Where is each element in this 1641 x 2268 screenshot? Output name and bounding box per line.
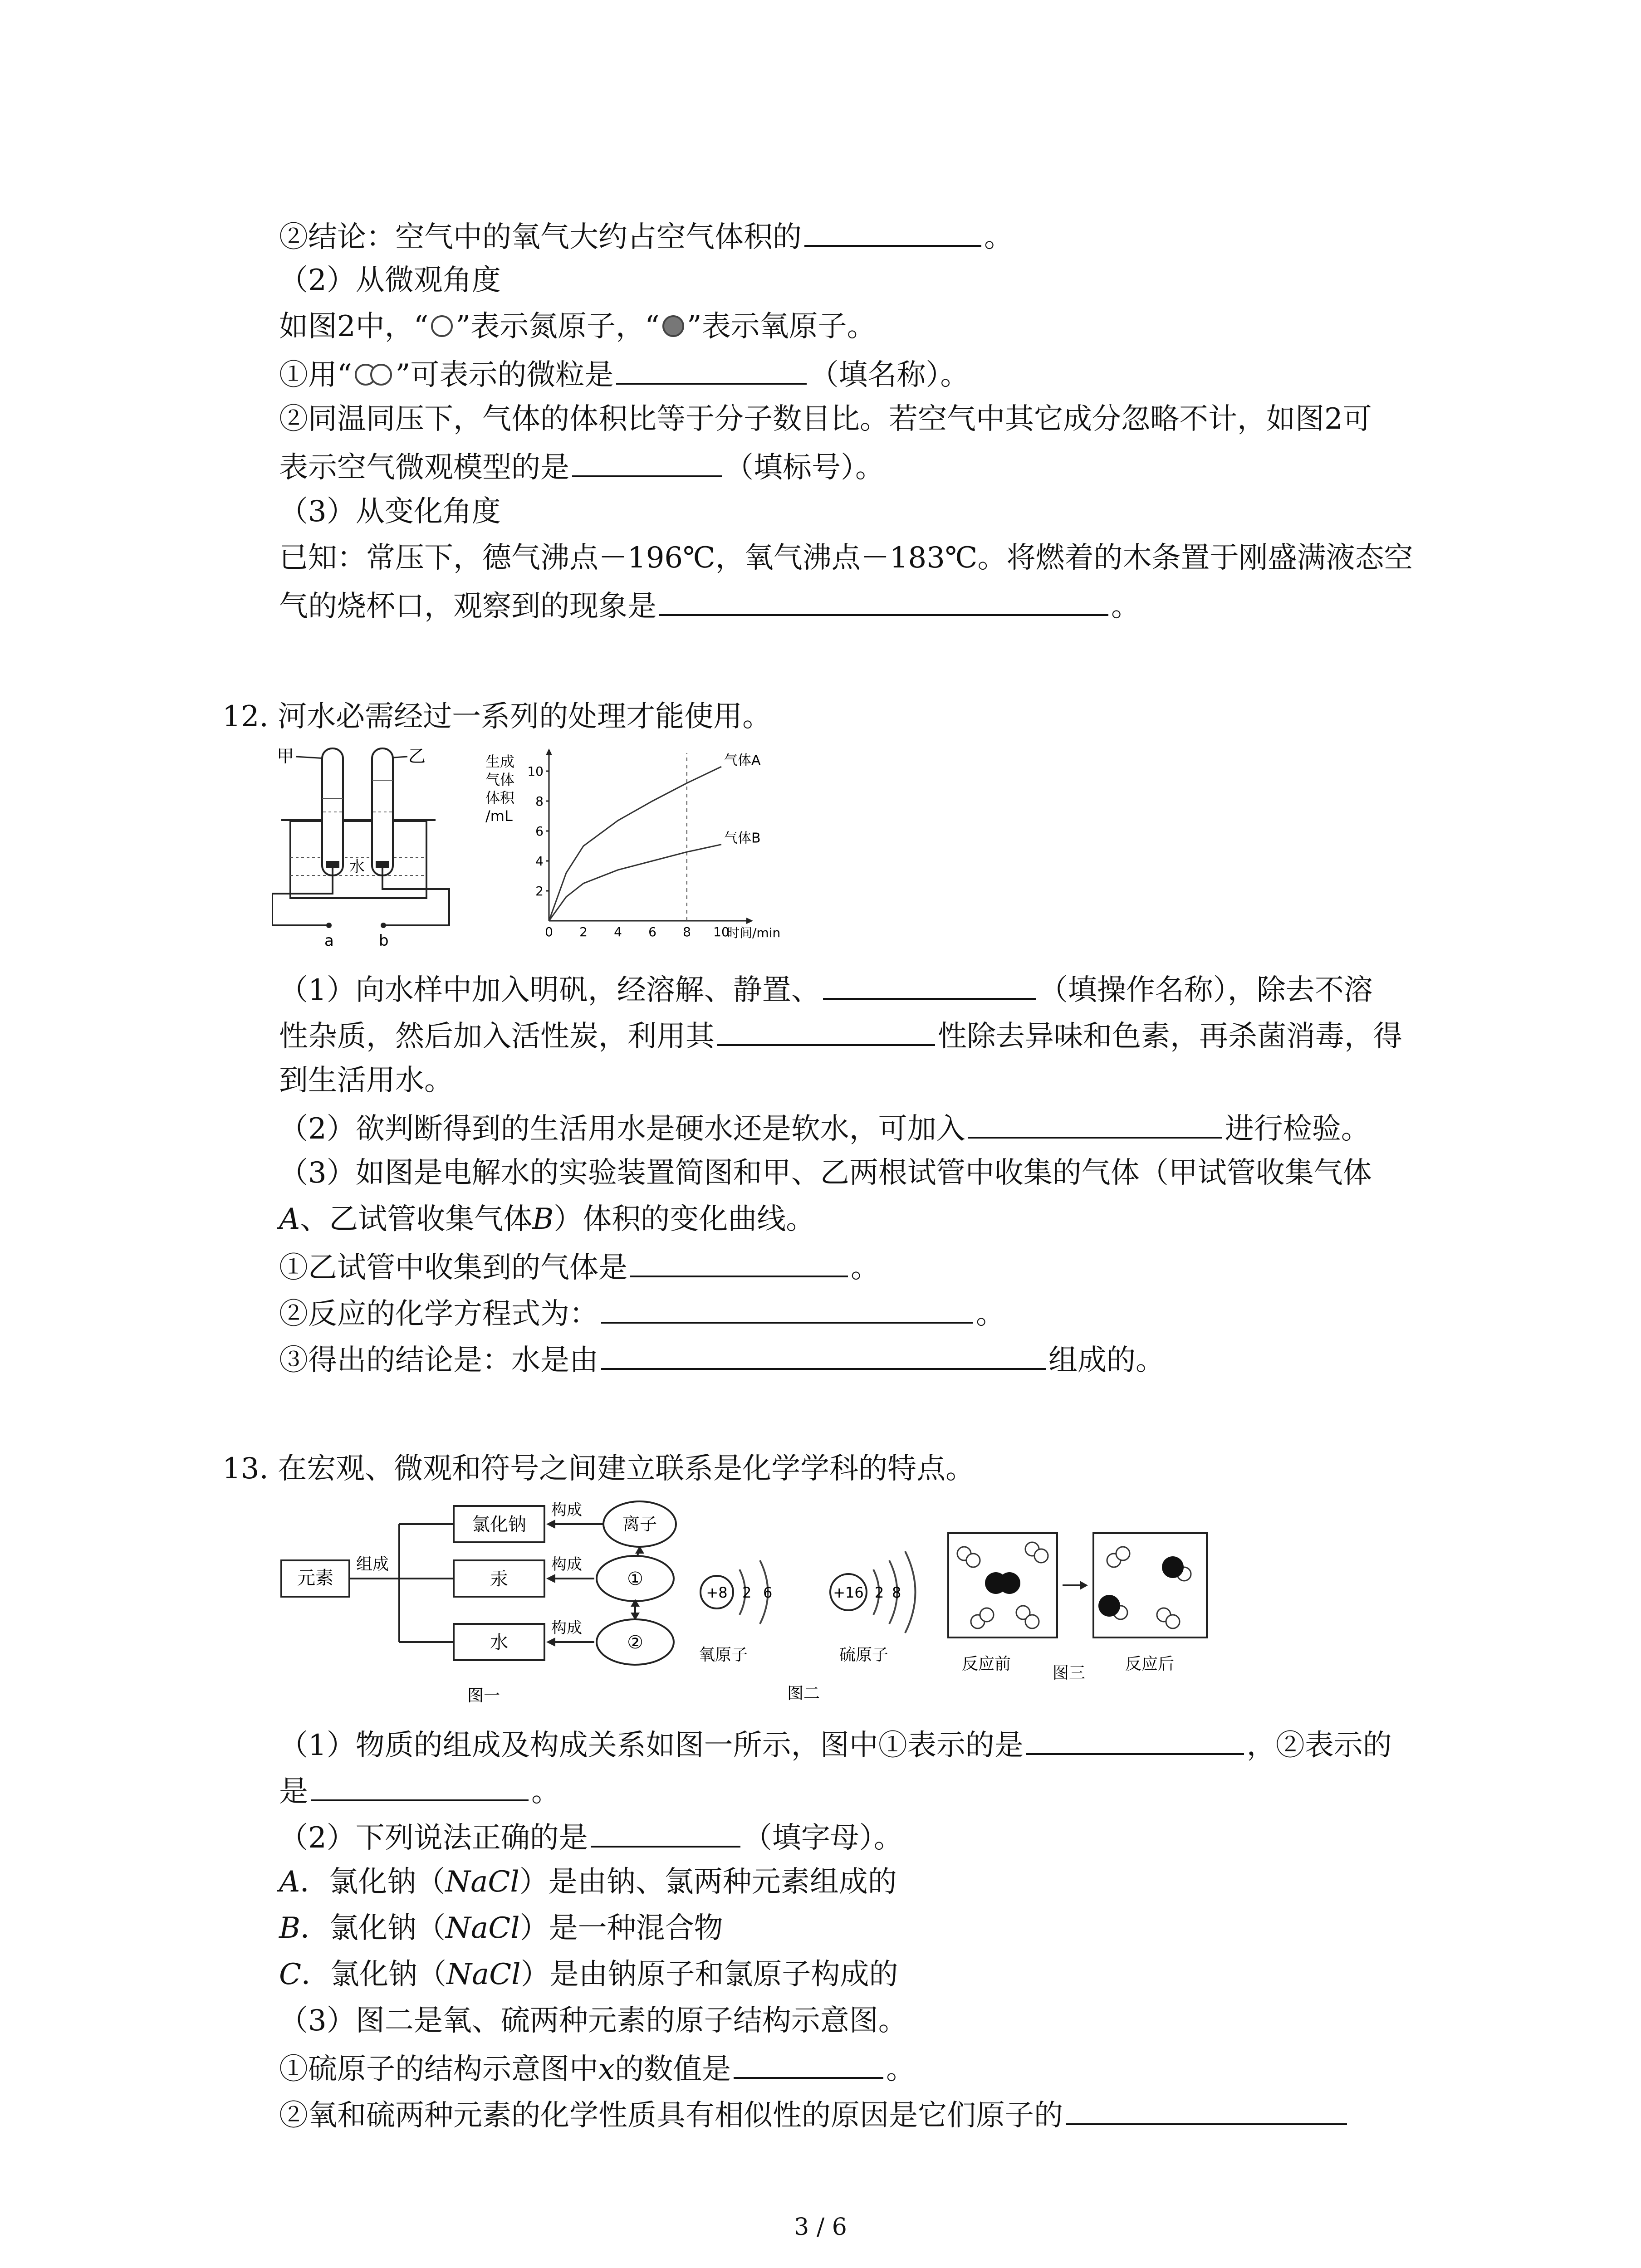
nitrogen-molecule-icon [352,361,396,388]
chart-y-tick: 8 [535,794,544,809]
q11-q2-line1: ②同温同压下，气体的体积比等于分子数目比。若空气中其它成分忽略不计，如图2可 [279,402,1372,436]
text: NaCl [446,1911,520,1945]
water-box-label: 水 [490,1632,508,1653]
text: ”表示氧原子。 [686,310,876,343]
text: ）是由钠原子和氯原子构成的 [520,1958,898,1991]
text: C [279,1958,301,1991]
electrolysis-apparatus-figure [272,739,463,948]
answer-blank[interactable] [968,1105,1222,1139]
q11-known-line1: 已知：常压下，德气沸点－196℃，氧气沸点－183℃。将燃着的木条置于刚盛满液态空 [279,541,1413,575]
answer-blank[interactable] [630,1244,848,1277]
text: ”表示氮原子，“ [456,310,660,343]
answer-blank[interactable] [591,1814,740,1848]
q12-p1-line3: 到生活用水。 [279,1064,453,1097]
chart-x-arrow [746,918,753,924]
answer-blank[interactable] [572,444,722,477]
s-e1: 2 [875,1584,884,1601]
q13-p1-line1 [279,1721,1392,1767]
element-box-label: 元素 [297,1568,333,1589]
text: 是 [279,1775,308,1809]
water-label: 水 [349,858,365,876]
text: ②结论：空气中的氧气大约占空气体积的 [279,220,802,254]
text: 、乙试管收集气体 [300,1202,533,1236]
text: ）是由钠、氯两种元素组成的 [519,1865,897,1899]
text: ，②表示的 [1246,1729,1392,1762]
before-label: 反应前 [962,1655,1011,1673]
text: A [279,1865,300,1899]
text: ①用“ [279,358,352,392]
chart-x-tick: 4 [614,924,622,939]
circle-1-label: ① [627,1569,643,1589]
answer-blank[interactable] [1066,2092,1347,2125]
s-nucleus: +16 [833,1584,864,1601]
answer-blank[interactable] [717,1012,935,1046]
chart-ylabel-line: 体积 [485,789,515,807]
q13-option-a[interactable] [279,1860,897,1904]
q12-s1 [279,1244,880,1290]
after-label: 反应后 [1125,1655,1175,1673]
text: （填字母）。 [743,1821,903,1855]
goucheng-2-label: 构成 [551,1555,582,1574]
text: B [279,1911,301,1945]
q11-conclusion [279,213,1013,259]
text: 性除去异味和色素，再杀菌消毒，得 [938,1020,1402,1053]
q11-sub3: （3）从变化角度 [279,495,501,528]
figure-3-reaction [944,1529,1234,1710]
text: ”可表示的微粒是 [395,358,614,392]
terminal-b-label: b [379,932,389,948]
chart-series-line [549,767,721,921]
gas-volume-chart [481,744,780,953]
text: （2）下列说法正确的是 [279,1821,588,1855]
figure-1-caption: 图一 [467,1686,500,1705]
q12-p3-line1: （3）如图是电解水的实验装置简图和甲、乙两根试管中收集的气体（甲试管收集气体 [279,1156,1372,1190]
q12-p3-line2 [279,1198,815,1241]
answer-blank[interactable] [823,966,1036,1000]
answer-blank[interactable] [1026,1721,1244,1755]
chart-series-label: 气体A [724,753,761,769]
yi-label: 乙 [408,746,426,766]
chart-ylabel-line: 生成 [485,753,515,770]
text: ②反应的化学方程式为： [279,1297,598,1331]
text: ．氯化钠（ [300,1911,446,1945]
q13-p2 [279,1814,903,1860]
chart-series-line [549,845,721,921]
q12-p1-line2 [279,1012,1402,1058]
circle-2-label: ② [627,1632,643,1653]
text: 。 [976,1297,1005,1331]
text: 。 [984,220,1013,254]
chart-y-tick: 2 [535,884,544,899]
text: （1）物质的组成及构成关系如图一所示，图中①表示的是 [279,1729,1024,1762]
q13-s1 [279,2045,915,2091]
text: 如图2中，“ [279,310,429,343]
text: ）体积的变化曲线。 [554,1202,815,1236]
q12-title: 12. 河水必需经过一系列的处理才能使用。 [222,700,772,733]
q11-fig2-legend [279,305,876,348]
q13-option-c[interactable] [279,1953,898,1996]
goucheng-1-label: 构成 [551,1501,582,1519]
o-e2: 6 [763,1584,773,1601]
chart-y-tick: 10 [527,764,544,779]
chart-y-tick: 6 [535,824,544,839]
nitrogen-atom-icon [428,313,456,340]
text: （1）向水样中加入明矾，经溶解、静置、 [279,973,820,1007]
figure-2-atoms [690,1542,944,1706]
answer-blank[interactable] [659,582,1108,616]
text: （2）欲判断得到的生活用水是硬水还是软水，可加入 [279,1112,965,1146]
goucheng-3-label: 构成 [551,1619,582,1637]
text: （填名称）。 [809,358,970,392]
text: 进行检验。 [1225,1112,1370,1146]
sulfur-atom-diagram [830,1551,916,1664]
q11-q2-line2 [279,444,884,489]
chart-x-tick: 10 [713,924,730,939]
o-label: 氧原子 [699,1646,748,1664]
text: ②氧和硫两种元素的化学性质具有相似性的原因是它们原子的 [279,2099,1063,2132]
figure-1-diagram [272,1488,699,1710]
q11-known-line2 [279,582,1140,628]
text: 组成的。 [1048,1344,1165,1377]
text: ①乙试管中收集到的气体是 [279,1251,627,1285]
s-e2: 8 [892,1584,901,1601]
chart-xlabel: 时间/min [727,925,780,940]
o-nucleus: +8 [706,1584,728,1601]
text: 。 [531,1775,560,1809]
chart-ylabel-line: /mL [485,807,513,825]
figure-3-caption: 图三 [1053,1664,1086,1682]
q12-s2 [279,1290,1005,1336]
text: ③得出的结论是：水是由 [279,1344,598,1377]
hg-box-label: 汞 [490,1569,508,1589]
chart-ylabel [485,753,515,825]
chart-x-tick: 6 [648,924,656,939]
q13-p1-line2 [279,1768,560,1813]
text: 的数值是 [615,2053,731,2086]
zucheng-label: 组成 [356,1555,389,1574]
chart-y-arrow [546,748,552,755]
text: B [532,1202,554,1236]
chart-x-tick: 0 [545,924,553,939]
answer-blank[interactable] [616,351,807,385]
text: x [598,2053,615,2086]
chart-ticks [527,764,780,940]
q12-s3 [279,1336,1165,1382]
text: 性杂质，然后加入活性炭，利用其 [279,1020,715,1053]
answer-blank[interactable] [601,1336,1046,1370]
q12-p1-line1 [279,966,1373,1012]
terminal-a-label: a [324,932,334,948]
q11-q1 [279,351,969,397]
text: NaCl [445,1865,519,1899]
text: 。 [886,2053,916,2086]
ion-label: 离子 [622,1514,657,1534]
text: A [279,1202,300,1236]
text: ．氯化钠（ [300,1865,446,1899]
text: （填操作名称），除去不溶 [1038,973,1373,1007]
nacl-box-label: 氯化钠 [472,1514,526,1535]
q13-p3: （3）图二是氧、硫两种元素的原子结构示意图。 [279,2004,907,2038]
q11-sub2: （2）从微观角度 [279,264,501,297]
chart-series-label: 气体B [724,830,761,846]
page-number: 3 / 6 [794,2214,847,2241]
text: 。 [851,1251,880,1285]
chart-ylabel-line: 气体 [485,771,515,788]
text: 。 [1111,590,1140,623]
chart-axes [546,748,753,924]
text: ．氯化钠（ [301,1958,446,1991]
q13-s2 [279,2092,1350,2137]
text: ①硫原子的结构示意图中 [279,2053,598,2086]
answer-blank[interactable] [804,213,981,247]
chart-y-tick: 4 [535,854,544,869]
answer-blank[interactable] [311,1768,529,1801]
jia-label: 甲 [277,746,294,766]
oxygen-atom-diagram [699,1560,772,1664]
chart-x-tick: 2 [579,924,588,939]
answer-blank[interactable] [601,1290,973,1324]
chart-x-tick: 8 [683,924,691,939]
text: 表示空气微观模型的是 [279,451,569,484]
text: （填标号）。 [725,451,884,484]
answer-blank[interactable] [734,2045,883,2079]
oxygen-atom-icon [660,313,687,340]
text: NaCl [446,1958,521,1991]
q13-title: 13. 在宏观、微观和符号之间建立联系是化学学科的特点。 [222,1452,975,1486]
q12-p2 [279,1105,1370,1151]
q13-option-b[interactable] [279,1906,723,1950]
figure-2-caption: 图二 [787,1684,820,1703]
chart-series [549,753,761,921]
text: ）是一种混合物 [519,1911,723,1945]
text: 气的烧杯口，观察到的现象是 [279,590,656,623]
s-label: 硫原子 [839,1646,889,1664]
o-e1: 2 [742,1584,752,1601]
